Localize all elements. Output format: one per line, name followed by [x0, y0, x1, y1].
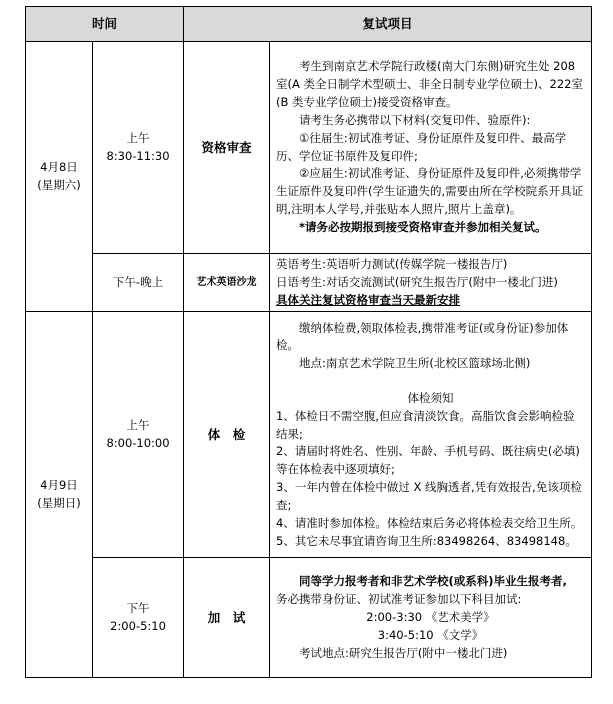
day2-afternoon-period: 下午	[126, 601, 150, 616]
day1-morning-row	[26, 42, 592, 254]
day2-morning-period: 上午	[126, 418, 150, 433]
day2-morning-row	[26, 312, 592, 558]
subject-item: 2:00-3:30 《艺术美学》	[366, 610, 495, 625]
exam-intro: 缴纳体检费,领取体检表,携带准考证(或身份证)参加体检。	[276, 320, 569, 353]
day2-afternoon-time-cell	[93, 558, 184, 678]
extra-exam-lead: 同等学力报考者和非艺术学校(或系科)毕业生报考者,	[299, 574, 567, 589]
day1-morning-time: 8:30-11:30	[106, 148, 170, 163]
day2-date-cell	[26, 312, 93, 678]
qualification-note: *请务必按期报到接受资格审查并参加相关复试。	[299, 219, 547, 234]
day1-morning-item: 资格审查	[184, 42, 270, 254]
detail-line: 英语考生:英语听力测试(传媒学院一楼报告厅)	[276, 257, 508, 271]
day2-weekday: (星期日)	[37, 495, 81, 510]
notice-title: 体检须知	[407, 391, 454, 405]
notice-item: 4、请准时参加体检。体检结束后务必将体检表交给卫生所。	[276, 515, 583, 530]
notice-item: 2、请届时将姓名、性别、年龄、手机号码、既往病史(必填)等在体检表中逐项填好;	[276, 444, 580, 477]
day2-morning-details	[270, 312, 592, 558]
day2-morning-item: 体 检	[184, 312, 270, 558]
day2-morning-time-cell	[93, 312, 184, 558]
schedule-table	[25, 6, 592, 678]
detail-line: 日语考生:对话交流测试(研究生报告厅(附中一楼北门进)	[276, 274, 558, 289]
subject-item: 3:40-5:10 《文学》	[377, 627, 484, 642]
day1-afternoon-period: 下午-晚上	[93, 254, 184, 312]
notice-item: 1、体检日不需空腹,但应食清淡饮食。高脂饮食会影响检验结果;	[276, 408, 575, 441]
header-row	[26, 7, 592, 42]
day1-morning-period: 上午	[126, 130, 150, 145]
spacer	[276, 373, 585, 390]
day1-afternoon-row	[26, 254, 592, 312]
day2-date: 4月9日	[40, 478, 78, 493]
detail-line: ①往届生:初试准考证、身份证原件及复印件、最高学历、学位证书原件及复印件;	[276, 130, 567, 163]
notice-item: 5、其它未尽事宜请咨询卫生所:83498264、83498148。	[276, 533, 577, 548]
header-time: 时间	[26, 7, 184, 42]
header-items: 复试项目	[184, 7, 592, 42]
detail-line: 考生到南京艺术学院行政楼(南大门东侧)研究生处 208室(A 类全日制学术型硕士、非全日制专业学位硕士)、222室(B 类专业学位硕士)接受资格审查。	[276, 59, 583, 110]
day2-afternoon-item: 加 试	[184, 558, 270, 678]
day2-afternoon-row	[26, 558, 592, 678]
day2-afternoon-details	[270, 558, 592, 678]
salon-note: 具体关注复试资格审查当天最新安排	[276, 292, 461, 307]
day2-afternoon-time: 2:00-5:10	[110, 618, 166, 633]
extra-exam-location: 考试地点:研究生报告厅(附中一楼北门进)	[299, 645, 508, 660]
detail-line: 请考生务必携带以下材料(交复印件、验原件):	[299, 112, 531, 127]
day1-morning-details	[270, 42, 592, 254]
notice-item: 3、一年内曾在体检中做过 X 线胸透者,凭有效报告,免该项检查;	[276, 480, 582, 512]
day1-morning-time-cell	[93, 42, 184, 254]
day2-morning-time: 8:00-10:00	[106, 435, 170, 450]
detail-line: ②应届生:初试准考证、身份证原件及复印件,必须携带学生证原件及复印件(学生证遗失的,需要由所在学校院系开具证明,注明本人学号,并张贴本人照片,照片上盖章)。	[276, 166, 584, 216]
exam-location: 地点:南京艺术学院卫生所(北校区篮球场北侧)	[299, 356, 531, 371]
day1-afternoon-details	[270, 254, 592, 312]
day1-date: 4月8日	[40, 159, 78, 174]
day1-afternoon-item: 艺术英语沙龙	[184, 254, 270, 312]
extra-exam-lead-rest: 务必携带身份证、初试准考证参加以下科目加试:	[276, 592, 522, 607]
day1-weekday: (星期六)	[37, 177, 81, 192]
day1-date-cell	[26, 42, 93, 312]
